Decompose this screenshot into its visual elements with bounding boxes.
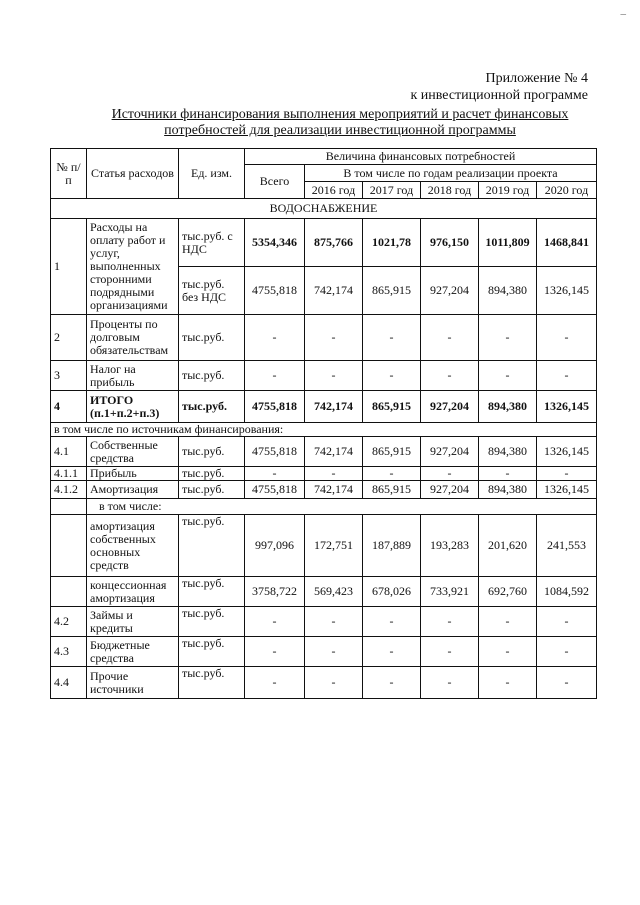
cell-value: 201,620 xyxy=(479,515,537,577)
row-item: концессионная амортизация xyxy=(87,577,179,607)
header-year: 2018 год xyxy=(421,182,479,199)
cell-value: 1326,145 xyxy=(537,437,597,467)
cell-value: - xyxy=(305,667,363,699)
cell-value: - xyxy=(479,467,537,481)
cell-value: - xyxy=(305,607,363,637)
appendix-line-2: к инвестиционной программе xyxy=(410,88,588,103)
cell-value: 865,915 xyxy=(363,391,421,423)
cell-value: - xyxy=(421,607,479,637)
cell-value: 1084,592 xyxy=(537,577,597,607)
row-unit: тыс.руб. xyxy=(179,437,245,467)
row-unit: тыс.руб. xyxy=(179,607,245,637)
cell-value: 894,380 xyxy=(479,267,537,315)
cell-value: - xyxy=(245,607,305,637)
row-unit: тыс.руб. xyxy=(179,637,245,667)
cell-value: 1011,809 xyxy=(479,219,537,267)
financing-table xyxy=(50,148,597,699)
header-needs: Величина финансовых потребностей xyxy=(245,149,597,165)
cell-value: 1468,841 xyxy=(537,219,597,267)
row-unit: тыс.руб. xyxy=(179,315,245,361)
cell-value: - xyxy=(537,637,597,667)
cell-value: 569,423 xyxy=(305,577,363,607)
section-water-supply: ВОДОСНАБЖЕНИЕ xyxy=(51,199,597,219)
cell-value: - xyxy=(363,467,421,481)
cell-value: 678,026 xyxy=(363,577,421,607)
cell-value: 875,766 xyxy=(305,219,363,267)
appendix-note xyxy=(410,70,588,104)
cell-value: - xyxy=(421,315,479,361)
row-unit: тыс.руб. xyxy=(179,515,245,577)
sources-label: в том числе по источникам финансирования: xyxy=(51,423,597,437)
cell-value: 742,174 xyxy=(305,437,363,467)
appendix-line-1: Приложение № 4 xyxy=(485,71,588,86)
cell-value: 1326,145 xyxy=(537,391,597,423)
cell-value: - xyxy=(363,607,421,637)
cell-value: - xyxy=(479,607,537,637)
cell-value: 172,751 xyxy=(305,515,363,577)
cell-value: 733,921 xyxy=(421,577,479,607)
row-num-empty xyxy=(51,577,87,607)
row-unit: тыс.руб. xyxy=(179,391,245,423)
cell-value: 865,915 xyxy=(363,437,421,467)
cell-value: 894,380 xyxy=(479,391,537,423)
row-unit: тыс.руб. с НДС xyxy=(179,219,245,267)
cell-value: 193,283 xyxy=(421,515,479,577)
cell-value: - xyxy=(245,637,305,667)
cell-value: 3758,722 xyxy=(245,577,305,607)
header-year: 2019 год xyxy=(479,182,537,199)
cell-value: - xyxy=(245,315,305,361)
cell-value: 927,204 xyxy=(421,267,479,315)
cell-value: 692,760 xyxy=(479,577,537,607)
header-item: Статья расходов xyxy=(87,149,179,199)
row-item: Налог на прибыль xyxy=(87,361,179,391)
cell-value: 1021,78 xyxy=(363,219,421,267)
cell-value: 742,174 xyxy=(305,391,363,423)
cell-value: - xyxy=(305,637,363,667)
cell-value: 742,174 xyxy=(305,267,363,315)
row-num: 4 xyxy=(51,391,87,423)
header-num: № п/п xyxy=(51,149,87,199)
cell-value: 742,174 xyxy=(305,481,363,499)
cell-value: 5354,346 xyxy=(245,219,305,267)
row-item: Займы и кредиты xyxy=(87,607,179,637)
row-num: 4.3 xyxy=(51,637,87,667)
cell-value: - xyxy=(537,667,597,699)
row-item: Прибыль xyxy=(87,467,179,481)
cell-value: - xyxy=(479,667,537,699)
row-unit: тыс.руб. без НДС xyxy=(179,267,245,315)
row-num: 4.1.1 xyxy=(51,467,87,481)
cell-value: - xyxy=(479,637,537,667)
cell-value: 4755,818 xyxy=(245,267,305,315)
cell-value: 1326,145 xyxy=(537,267,597,315)
cell-value: 927,204 xyxy=(421,481,479,499)
cell-value: - xyxy=(537,467,597,481)
row-unit: тыс.руб. xyxy=(179,481,245,499)
row-num: 3 xyxy=(51,361,87,391)
row-num: 1 xyxy=(51,219,87,315)
scan-mark: – xyxy=(620,8,626,20)
cell-value: - xyxy=(305,315,363,361)
cell-value: - xyxy=(305,467,363,481)
row-unit: тыс.руб. xyxy=(179,667,245,699)
cell-value: - xyxy=(421,667,479,699)
including-label: в том числе: xyxy=(87,499,597,515)
cell-value: 4755,818 xyxy=(245,437,305,467)
cell-value: - xyxy=(537,361,597,391)
cell-value: 927,204 xyxy=(421,437,479,467)
header-year: 2020 год xyxy=(537,182,597,199)
cell-value: - xyxy=(537,315,597,361)
cell-value: - xyxy=(363,361,421,391)
cell-value: - xyxy=(421,637,479,667)
cell-value: - xyxy=(245,667,305,699)
cell-value: 976,150 xyxy=(421,219,479,267)
row-unit: тыс.руб. xyxy=(179,467,245,481)
header-total: Всего xyxy=(245,165,305,199)
cell-value: 894,380 xyxy=(479,481,537,499)
row-item: амортизация собственных основных средств xyxy=(87,515,179,577)
cell-value: - xyxy=(363,315,421,361)
row-num-empty xyxy=(51,515,87,577)
cell-value: 997,096 xyxy=(245,515,305,577)
cell-value: 1326,145 xyxy=(537,481,597,499)
row-num: 4.1 xyxy=(51,437,87,467)
cell-value: - xyxy=(245,361,305,391)
row-item: Прочие источники xyxy=(87,667,179,699)
row-unit: тыс.руб. xyxy=(179,361,245,391)
row-unit: тыс.руб. xyxy=(179,577,245,607)
document-title xyxy=(60,107,620,139)
title-line-1: Источники финансирования выполнения мероприятий и расчет финансовых xyxy=(111,107,569,122)
cell-value: 894,380 xyxy=(479,437,537,467)
cell-value: 4755,818 xyxy=(245,391,305,423)
cell-value: - xyxy=(537,607,597,637)
cell-value: - xyxy=(305,361,363,391)
cell-value: - xyxy=(421,361,479,391)
row-num: 4.2 xyxy=(51,607,87,637)
cell-value: 4755,818 xyxy=(245,481,305,499)
row-item: Проценты по долговым обязательствам xyxy=(87,315,179,361)
row-item: Расходы на оплату работ и услуг, выполненных сторонними подрядными организациями xyxy=(87,219,179,315)
header-unit: Ед. изм. xyxy=(179,149,245,199)
row-item: ИТОГО (п.1+п.2+п.3) xyxy=(87,391,179,423)
row-num: 2 xyxy=(51,315,87,361)
header-year: 2017 год xyxy=(363,182,421,199)
row-item: Бюджетные средства xyxy=(87,637,179,667)
header-by-years: В том числе по годам реализации проекта xyxy=(305,165,597,182)
cell-value: 865,915 xyxy=(363,267,421,315)
cell-value: - xyxy=(421,467,479,481)
cell-value: - xyxy=(479,361,537,391)
row-item: Собственные средства xyxy=(87,437,179,467)
cell-value: - xyxy=(245,467,305,481)
cell-value: - xyxy=(363,637,421,667)
cell-value: - xyxy=(479,315,537,361)
row-num: 4.1.2 xyxy=(51,481,87,499)
row-num: 4.4 xyxy=(51,667,87,699)
cell-value: 865,915 xyxy=(363,481,421,499)
cell-value: 241,553 xyxy=(537,515,597,577)
row-item: Амортизация xyxy=(87,481,179,499)
title-line-2: потребностей для реализации инвестиционной программы xyxy=(164,123,516,138)
cell-value: - xyxy=(363,667,421,699)
header-year: 2016 год xyxy=(305,182,363,199)
row-num-empty xyxy=(51,499,87,515)
cell-value: 927,204 xyxy=(421,391,479,423)
cell-value: 187,889 xyxy=(363,515,421,577)
